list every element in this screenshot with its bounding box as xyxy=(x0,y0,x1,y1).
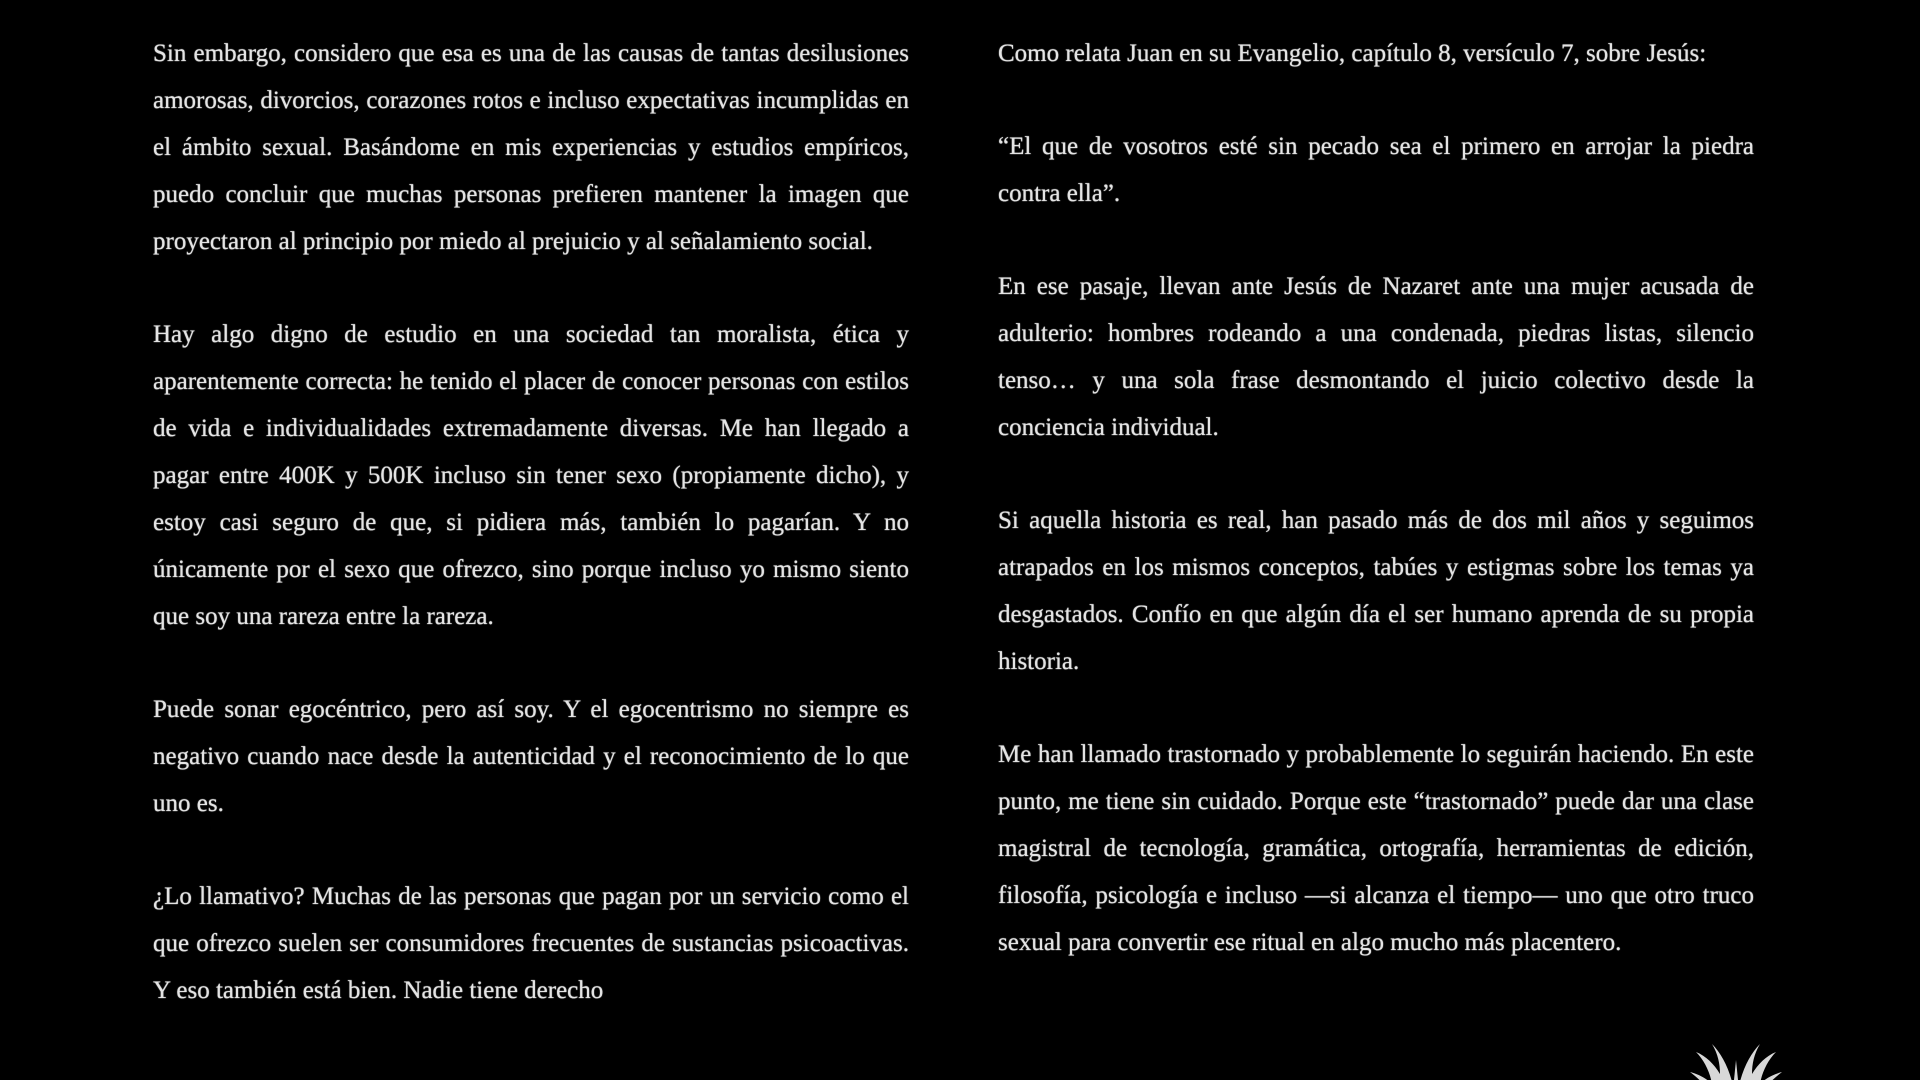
right-column xyxy=(998,30,1754,1012)
paragraph: ¿Lo llamativo? Muchas de las personas que pagan por un servicio como el que ofrezco suelen ser consumidores frecuentes de sustancias psicoactivas. Y eso también está bien. Nadie tiene derecho xyxy=(153,883,909,1004)
paragraph: En ese pasaje, llevan ante Jesús de Nazaret ante una mujer acusada de adulterio: hombres rodeando a una condenada, piedras listas, silencio tenso… y una sola frase desmontando el juicio colectivo desde la conciencia individual. xyxy=(998,273,1754,441)
paragraph: Me han llamado trastornado y probablemente lo seguirán haciendo. En este punto, me tiene sin cuidado. Porque este “trastornado” puede dar una clase magistral de tecnología, gramática, ortografía, herramientas de edición, filosofía, psicología e incluso —si alcanza el tiempo— uno que otro truco sexual para convertir ese ritual en algo mucho más placentero. xyxy=(998,741,1754,956)
paragraph: Sin embargo, considero que esa es una de las causas de tantas desilusiones amorosas, divorcios, corazones rotos e incluso expectativas incumplidas en el ámbito sexual. Basándome en mis experiencias y estudios empíricos, puedo concluir que muchas personas prefieren mantener la imagen que proyectaron al principio por miedo al prejuicio y al señalamiento social. xyxy=(153,40,909,255)
quote-paragraph: “El que de vosotros esté sin pecado sea el primero en arrojar la piedra contra ella”. xyxy=(998,133,1754,207)
left-column xyxy=(153,30,909,1060)
paragraph: Puede sonar egocéntrico, pero así soy. Y el egocentrismo no siempre es negativo cuando nace desde la autenticidad y el reconocimiento de lo que uno es. xyxy=(153,696,909,817)
paragraph: Hay algo digno de estudio en una sociedad tan moralista, ética y aparentemente correcta: he tenido el placer de conocer personas con estilos de vida e individualidades extremadamente diversas. Me han llegado a pagar entre 400K y 500K incluso sin tener sexo (propiamente dicho), y estoy casi seguro de que, si pidiera más, también lo pagarían. Y no únicamente por el sexo que ofrezco, sino porque incluso yo mismo siento que soy una rareza entre la rareza. xyxy=(153,321,909,630)
wings-icon xyxy=(1686,1020,1786,1080)
paragraph: Como relata Juan en su Evangelio, capítulo 8, versículo 7, sobre Jesús: xyxy=(998,40,1707,67)
paragraph: Si aquella historia es real, han pasado más de dos mil años y seguimos atrapados en los mismos conceptos, tabúes y estigmas sobre los temas ya desgastados. Confío en que algún día el ser humano aprenda de su propia historia. xyxy=(998,507,1754,675)
